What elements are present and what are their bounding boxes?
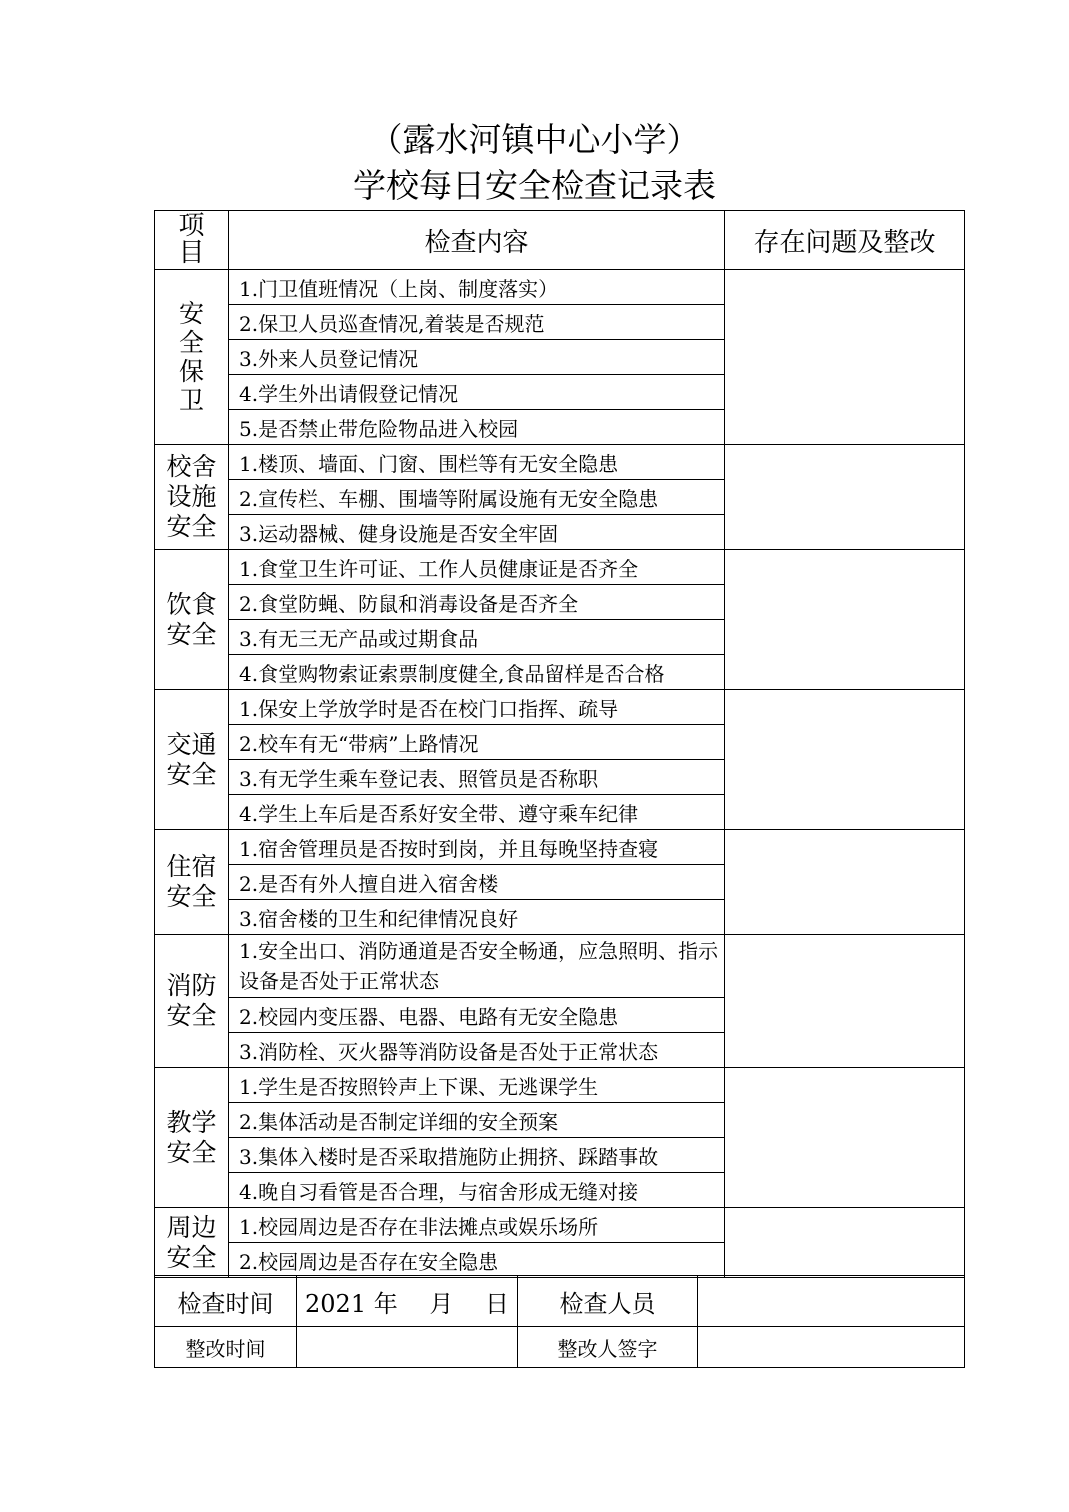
header-issues-column: 存在问题及整改 bbox=[725, 211, 965, 270]
check-item: 1.保安上学放学时是否在校门口指挥、疏导 bbox=[229, 690, 725, 725]
issues-cell[interactable] bbox=[725, 1208, 965, 1278]
fix-time-field[interactable] bbox=[297, 1327, 518, 1368]
table-row bbox=[155, 830, 965, 865]
category-cell bbox=[155, 935, 229, 1068]
category-label: 消防 安全 bbox=[166, 971, 217, 1030]
check-item: 1.校园周边是否存在非法摊点或娱乐场所 bbox=[229, 1208, 725, 1243]
header-item-label: 项 目 bbox=[178, 211, 205, 268]
issues-cell[interactable] bbox=[725, 690, 965, 830]
issues-cell[interactable] bbox=[725, 550, 965, 690]
category-cell bbox=[155, 270, 229, 445]
check-item: 1.学生是否按照铃声上下课、无逃课学生 bbox=[229, 1068, 725, 1103]
check-item: 3.有无三无产品或过期食品 bbox=[229, 620, 725, 655]
table-row bbox=[155, 1068, 965, 1103]
check-item: 1.食堂卫生许可证、工作人员健康证是否齐全 bbox=[229, 550, 725, 585]
table-row bbox=[155, 690, 965, 725]
table-row bbox=[155, 935, 965, 998]
check-item: 1.安全出口、消防通道是否安全畅通，应急照明、指示设备是否处于正常状态 bbox=[229, 935, 725, 998]
table-header-row bbox=[155, 211, 965, 270]
issues-cell[interactable] bbox=[725, 935, 965, 1068]
table-row bbox=[155, 445, 965, 480]
inspector-label: 检查人员 bbox=[518, 1276, 698, 1327]
issues-cell[interactable] bbox=[725, 830, 965, 935]
category-label: 交通 安全 bbox=[166, 729, 217, 789]
category-cell bbox=[155, 1208, 229, 1278]
check-item: 3.外来人员登记情况 bbox=[229, 340, 725, 375]
check-item: 1.楼顶、墙面、门窗、围栏等有无安全隐患 bbox=[229, 445, 725, 480]
category-label: 周边 安全 bbox=[166, 1212, 217, 1272]
footer-row-check bbox=[155, 1276, 965, 1327]
issues-cell[interactable] bbox=[725, 270, 965, 445]
fixer-sign-label: 整改人签字 bbox=[518, 1327, 698, 1368]
inspector-field[interactable] bbox=[698, 1276, 965, 1327]
check-item: 1.宿舍管理员是否按时到岗，并且每晚坚持查寝 bbox=[229, 830, 725, 865]
check-item: 4.学生外出请假登记情况 bbox=[229, 375, 725, 410]
check-item: 3.宿舍楼的卫生和纪律情况良好 bbox=[229, 900, 725, 935]
check-item: 2.校园内变压器、电器、电路有无安全隐患 bbox=[229, 998, 725, 1033]
check-item: 2.校园周边是否存在安全隐患 bbox=[229, 1243, 725, 1278]
check-item: 2.保卫人员巡查情况,着装是否规范 bbox=[229, 305, 725, 340]
check-item: 5.是否禁止带危险物品进入校园 bbox=[229, 410, 725, 445]
check-item: 4.晚自习看管是否合理，与宿舍形成无缝对接 bbox=[229, 1173, 725, 1208]
fix-time-label: 整改时间 bbox=[155, 1327, 297, 1368]
header-content-column: 检查内容 bbox=[229, 211, 725, 270]
category-label: 安 全 保 卫 bbox=[178, 299, 204, 415]
fixer-sign-field[interactable] bbox=[698, 1327, 965, 1368]
category-label: 教学 安全 bbox=[166, 1107, 217, 1167]
school-name-title: （露水河镇中心小学） bbox=[369, 120, 700, 159]
category-cell bbox=[155, 445, 229, 550]
check-item: 4.学生上车后是否系好安全带、遵守乘车纪律 bbox=[229, 795, 725, 830]
check-item: 1.门卫值班情况（上岗、制度落实） bbox=[229, 270, 725, 305]
category-cell bbox=[155, 690, 229, 830]
check-item: 2.宣传栏、车棚、围墙等附属设施有无安全隐患 bbox=[229, 480, 725, 515]
issues-cell[interactable] bbox=[725, 445, 965, 550]
issues-cell[interactable] bbox=[725, 1068, 965, 1208]
footer-table bbox=[154, 1275, 965, 1368]
check-item: 3.有无学生乘车登记表、照管员是否称职 bbox=[229, 760, 725, 795]
inspection-table bbox=[154, 210, 965, 1278]
check-item: 3.消防栓、灭火器等消防设备是否处于正常状态 bbox=[229, 1033, 725, 1068]
check-item: 4.食堂购物索证索票制度健全,食品留样是否合格 bbox=[229, 655, 725, 690]
footer-row-fix bbox=[155, 1327, 965, 1368]
category-label: 饮食 安全 bbox=[166, 589, 217, 649]
category-cell bbox=[155, 550, 229, 690]
check-item: 2.校车有无“带病”上路情况 bbox=[229, 725, 725, 760]
category-cell bbox=[155, 1068, 229, 1208]
check-date-field[interactable]: 2021 年 月 日 bbox=[297, 1276, 518, 1327]
check-item: 3.集体入楼时是否采取措施防止拥挤、踩踏事故 bbox=[229, 1138, 725, 1173]
table-row bbox=[155, 1208, 965, 1243]
check-item: 2.集体活动是否制定详细的安全预案 bbox=[229, 1103, 725, 1138]
form-title: 学校每日安全检查记录表 bbox=[353, 166, 716, 205]
table-row bbox=[155, 550, 965, 585]
check-item: 2.食堂防蝇、防鼠和消毒设备是否齐全 bbox=[229, 585, 725, 620]
table-row bbox=[155, 270, 965, 305]
category-cell bbox=[155, 830, 229, 935]
check-time-label: 检查时间 bbox=[155, 1276, 297, 1327]
check-item: 3.运动器械、健身设施是否安全牢固 bbox=[229, 515, 725, 550]
check-item: 2.是否有外人擅自进入宿舍楼 bbox=[229, 865, 725, 900]
category-label: 住宿 安全 bbox=[166, 852, 217, 911]
category-label: 校舍 设施 安全 bbox=[166, 452, 217, 541]
header-item-column bbox=[155, 211, 229, 270]
